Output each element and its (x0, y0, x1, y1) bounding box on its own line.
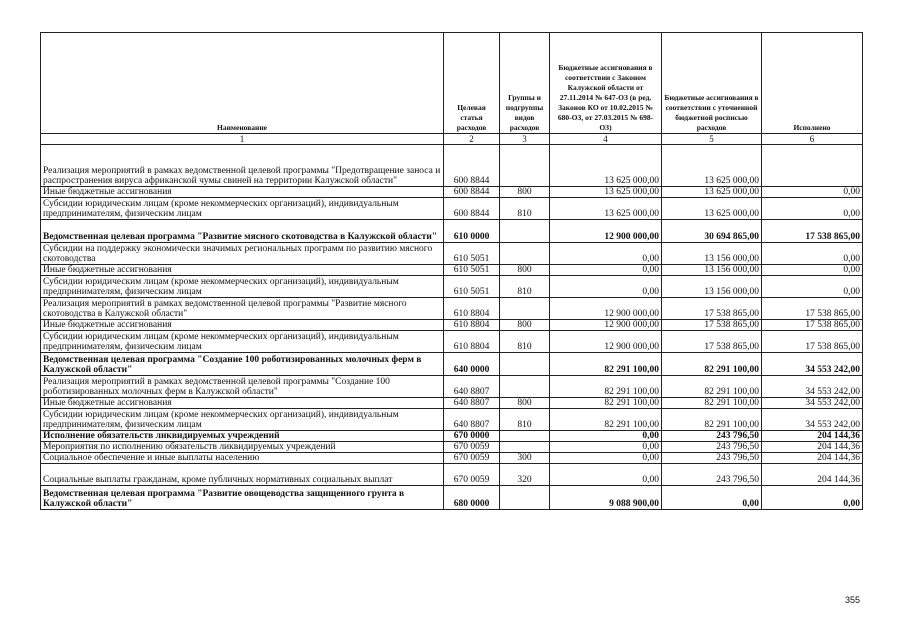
column-number: 3 (500, 134, 550, 145)
row-name: Реализация мероприятий в рамках ведомственной целевой программы "Создание 100 роботизированных молочных ферм в Калужской области" (41, 376, 444, 398)
row-budget-law: 12 900 000,00 (550, 220, 662, 243)
row-budget-law: 9 088 900,00 (550, 486, 662, 510)
column-number-row (41, 134, 863, 145)
header-expense-groups: Группы и подгруппы видов расходов (500, 33, 550, 134)
table-row (41, 409, 863, 431)
table-row (41, 464, 863, 486)
row-expense-group (500, 298, 550, 320)
header-target-article: Целевая статья расходов (444, 33, 500, 134)
header-name: Наименование (41, 33, 444, 134)
row-budget-refined: 13 625 000,00 (662, 187, 762, 198)
header-row (41, 33, 863, 134)
row-target-code: 640 8807 (444, 398, 500, 409)
row-budget-law: 13 625 000,00 (550, 145, 662, 187)
row-expense-group: 800 (500, 265, 550, 276)
row-executed: 17 538 865,00 (762, 220, 863, 243)
row-executed: 0,00 (762, 276, 863, 298)
row-budget-law: 0,00 (550, 276, 662, 298)
row-target-code: 610 5051 (444, 243, 500, 265)
row-target-code: 670 0059 (444, 464, 500, 486)
row-budget-refined: 30 694 865,00 (662, 220, 762, 243)
row-budget-refined: 82 291 100,00 (662, 398, 762, 409)
row-executed: 0,00 (762, 198, 863, 220)
row-name: Реализация мероприятий в рамках ведомственной целевой программы "Предотвращение заноса и распространения вируса африканской чумы свиней на территории Калужской области" (41, 145, 444, 187)
row-expense-group: 800 (500, 398, 550, 409)
row-name: Иные бюджетные ассигнования (41, 398, 444, 409)
row-expense-group: 810 (500, 331, 550, 353)
row-budget-refined: 243 796,50 (662, 453, 762, 464)
row-name: Субсидии юридическим лицам (кроме некоммерческих организаций), индивидуальным предпринимателям, физическим лицам (41, 331, 444, 353)
row-target-code: 670 0059 (444, 442, 500, 453)
page-number: 355 (844, 595, 860, 605)
row-name: Иные бюджетные ассигнования (41, 265, 444, 276)
row-executed: 204 144,36 (762, 442, 863, 453)
row-executed: 34 553 242,00 (762, 353, 863, 376)
row-budget-law: 82 291 100,00 (550, 409, 662, 431)
row-executed: 17 538 865,00 (762, 331, 863, 353)
row-budget-law: 12 900 000,00 (550, 331, 662, 353)
table-row (41, 145, 863, 187)
table-row (41, 398, 863, 409)
table-row (41, 442, 863, 453)
table-row (41, 243, 863, 265)
table-row (41, 298, 863, 320)
row-name: Субсидии на поддержку экономически значимых региональных программ по развитию мясного скотоводства (41, 243, 444, 265)
row-budget-refined: 13 156 000,00 (662, 243, 762, 265)
header-budget-refined: Бюджетные ассигнования в соответствии с уточненной бюджетной росписью расходов (662, 33, 762, 134)
row-budget-refined: 243 796,50 (662, 442, 762, 453)
row-executed: 204 144,36 (762, 431, 863, 442)
row-target-code: 600 8844 (444, 187, 500, 198)
row-expense-group: 800 (500, 187, 550, 198)
row-expense-group: 300 (500, 453, 550, 464)
row-budget-law: 12 900 000,00 (550, 320, 662, 331)
row-name: Ведомственная целевая программа "Развитие мясного скотоводства в Калужской области" (41, 220, 444, 243)
row-executed: 34 553 242,00 (762, 409, 863, 431)
row-target-code: 680 0000 (444, 486, 500, 510)
row-expense-group: 800 (500, 320, 550, 331)
row-budget-law: 0,00 (550, 431, 662, 442)
row-budget-refined: 0,00 (662, 486, 762, 510)
row-name: Социальное обеспечение и иные выплаты населению (41, 453, 444, 464)
row-expense-group: 320 (500, 464, 550, 486)
row-budget-refined: 243 796,50 (662, 431, 762, 442)
table-row (41, 187, 863, 198)
row-target-code: 610 0000 (444, 220, 500, 243)
table-row (41, 353, 863, 376)
row-executed: 17 538 865,00 (762, 298, 863, 320)
row-budget-law: 82 291 100,00 (550, 398, 662, 409)
row-expense-group (500, 431, 550, 442)
row-expense-group (500, 243, 550, 265)
row-target-code: 610 8804 (444, 331, 500, 353)
table-body (41, 145, 863, 510)
row-executed: 204 144,36 (762, 453, 863, 464)
row-budget-law: 0,00 (550, 243, 662, 265)
column-number: 6 (762, 134, 863, 145)
row-target-code: 610 5051 (444, 276, 500, 298)
table-row (41, 376, 863, 398)
row-executed: 0,00 (762, 187, 863, 198)
row-target-code: 640 8807 (444, 376, 500, 398)
table-row (41, 320, 863, 331)
row-budget-refined: 17 538 865,00 (662, 331, 762, 353)
header-budget-law: Бюджетные ассигнования в соответствии с Законом Калужской области от 27.11.2014 № 647-ОЗ (в ред. Законов КО от 10.02.2015 № 680-ОЗ, от 27.03.2015 № 698-ОЗ) (550, 33, 662, 134)
column-number: 1 (41, 134, 444, 145)
row-target-code: 670 0059 (444, 453, 500, 464)
row-budget-law: 12 900 000,00 (550, 298, 662, 320)
row-budget-refined: 82 291 100,00 (662, 353, 762, 376)
row-name: Субсидии юридическим лицам (кроме некоммерческих организаций), индивидуальным предпринимателям, физическим лицам (41, 276, 444, 298)
row-executed (762, 145, 863, 187)
row-expense-group: 810 (500, 409, 550, 431)
row-target-code: 640 8807 (444, 409, 500, 431)
table-row (41, 276, 863, 298)
column-number: 5 (662, 134, 762, 145)
row-expense-group (500, 376, 550, 398)
table-row (41, 331, 863, 353)
row-budget-law: 82 291 100,00 (550, 376, 662, 398)
table-row (41, 220, 863, 243)
row-name: Иные бюджетные ассигнования (41, 187, 444, 198)
row-target-code: 610 5051 (444, 265, 500, 276)
row-executed: 34 553 242,00 (762, 376, 863, 398)
row-budget-refined: 17 538 865,00 (662, 320, 762, 331)
row-budget-refined: 13 625 000,00 (662, 145, 762, 187)
row-name: Социальные выплаты гражданам, кроме публичных нормативных социальных выплат (41, 464, 444, 486)
row-budget-refined: 13 156 000,00 (662, 276, 762, 298)
row-name: Мероприятия по исполнению обязательств ликвидируемых учреждений (41, 442, 444, 453)
row-executed: 204 144,36 (762, 464, 863, 486)
row-target-code: 600 8844 (444, 145, 500, 187)
header-executed: Исполнено (762, 33, 863, 134)
row-budget-law: 82 291 100,00 (550, 353, 662, 376)
table-row (41, 431, 863, 442)
row-budget-law: 0,00 (550, 453, 662, 464)
row-expense-group: 810 (500, 276, 550, 298)
row-executed: 0,00 (762, 486, 863, 510)
row-executed: 17 538 865,00 (762, 320, 863, 331)
row-target-code: 610 8804 (444, 320, 500, 331)
row-target-code: 610 8804 (444, 298, 500, 320)
row-target-code: 600 8844 (444, 198, 500, 220)
row-executed: 34 553 242,00 (762, 398, 863, 409)
table-row (41, 486, 863, 510)
row-name: Иные бюджетные ассигнования (41, 320, 444, 331)
column-number: 2 (444, 134, 500, 145)
row-budget-refined: 13 156 000,00 (662, 265, 762, 276)
row-name: Исполнение обязательств ликвидируемых учреждений (41, 431, 444, 442)
row-expense-group (500, 145, 550, 187)
document-page (40, 32, 862, 510)
table-row (41, 198, 863, 220)
row-executed: 0,00 (762, 265, 863, 276)
row-expense-group (500, 220, 550, 243)
row-name: Ведомственная целевая программа "Создание 100 роботизированных молочных ферм в Калужской области" (41, 353, 444, 376)
row-budget-refined: 13 625 000,00 (662, 198, 762, 220)
row-target-code: 670 0000 (444, 431, 500, 442)
row-budget-refined: 243 796,50 (662, 464, 762, 486)
row-expense-group (500, 486, 550, 510)
column-number: 4 (550, 134, 662, 145)
row-executed: 0,00 (762, 243, 863, 265)
row-target-code: 640 0000 (444, 353, 500, 376)
row-name: Субсидии юридическим лицам (кроме некоммерческих организаций), индивидуальным предпринимателям, физическим лицам (41, 198, 444, 220)
row-name: Ведомственная целевая программа "Развитие овощеводства защищенного грунта в Калужской области" (41, 486, 444, 510)
row-expense-group: 810 (500, 198, 550, 220)
table-row (41, 265, 863, 276)
row-budget-law: 0,00 (550, 464, 662, 486)
row-name: Субсидии юридическим лицам (кроме некоммерческих организаций), индивидуальным предпринимателям, физическим лицам (41, 409, 444, 431)
row-name: Реализация мероприятий в рамках ведомственной целевой программы "Развитие мясного скотоводства в Калужской области" (41, 298, 444, 320)
row-budget-law: 13 625 000,00 (550, 187, 662, 198)
row-budget-law: 13 625 000,00 (550, 198, 662, 220)
row-budget-law: 0,00 (550, 265, 662, 276)
table-row (41, 453, 863, 464)
row-budget-law: 0,00 (550, 442, 662, 453)
row-expense-group (500, 353, 550, 376)
budget-table (40, 32, 863, 510)
row-budget-refined: 82 291 100,00 (662, 376, 762, 398)
row-expense-group (500, 442, 550, 453)
row-budget-refined: 17 538 865,00 (662, 298, 762, 320)
row-budget-refined: 82 291 100,00 (662, 409, 762, 431)
